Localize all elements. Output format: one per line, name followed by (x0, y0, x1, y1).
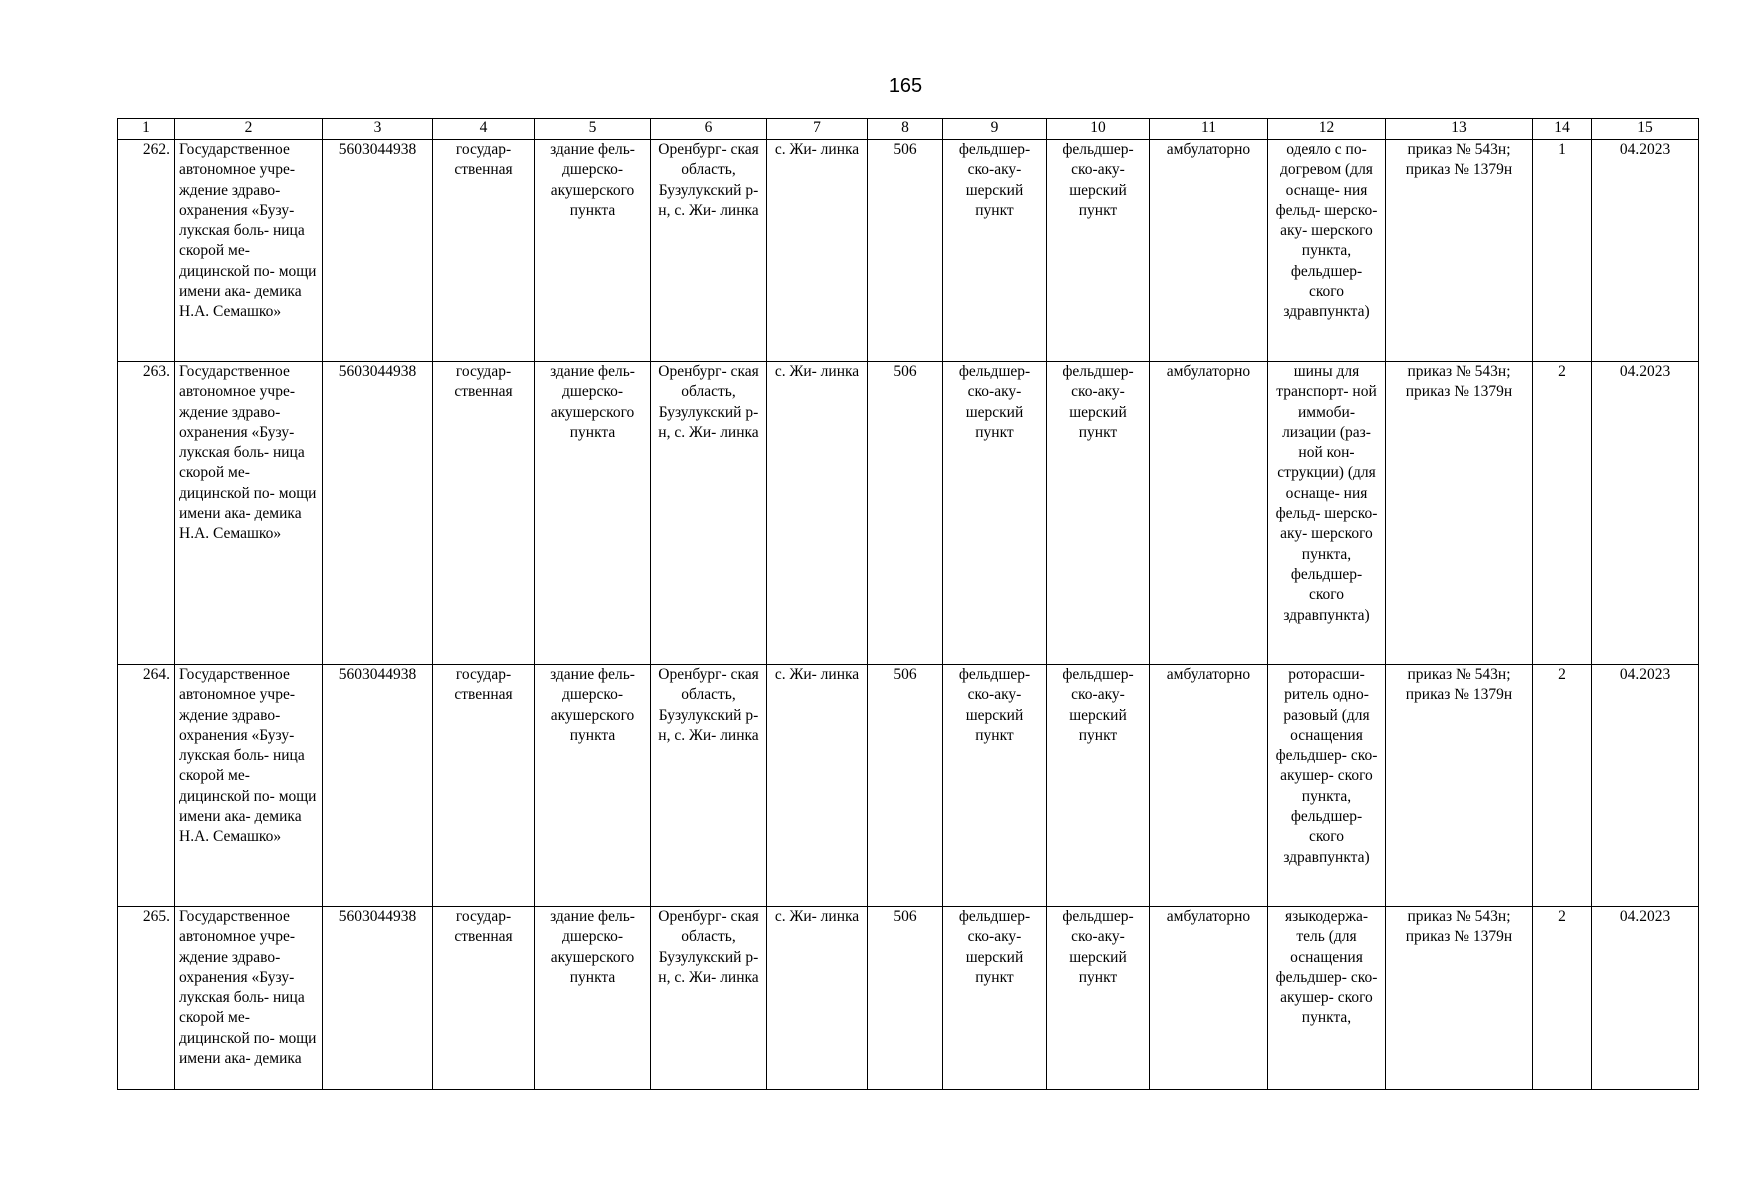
locality-cell: с. Жи- линка (767, 362, 868, 665)
ownership-cell: государ- ственная (433, 665, 535, 907)
unit-type-cell: фельдшер- ско-аку- шерский пункт (943, 362, 1047, 665)
row-number: 263. (118, 362, 175, 665)
locality-cell: с. Жи- линка (767, 907, 868, 1090)
address-cell: Оренбург- ская область, Бузулукский р-н, с. Жи- линка (651, 140, 767, 362)
quantity-cell: 2 (1533, 665, 1592, 907)
row-number: 264. (118, 665, 175, 907)
care-form-cell: амбулаторно (1150, 140, 1268, 362)
row-number: 265. (118, 907, 175, 1090)
unit-type-cell: фельдшер- ско-аку- шерский пункт (943, 140, 1047, 362)
care-form-cell: амбулаторно (1150, 362, 1268, 665)
unit-name-cell: фельдшер- ско-аку- шерский пункт (1047, 907, 1150, 1090)
unit-type-cell: фельдшер- ско-аку- шерский пункт (943, 665, 1047, 907)
quantity-cell: 2 (1533, 362, 1592, 665)
address-cell: Оренбург- ская область, Бузулукский р-н, с. Жи- линка (651, 665, 767, 907)
column-number: 13 (1386, 119, 1533, 140)
building-cell: здание фель- дшерско- акушерского пункта (535, 362, 651, 665)
basis-cell: приказ № 543н; приказ № 1379н (1386, 907, 1533, 1090)
basis-cell: приказ № 543н; приказ № 1379н (1386, 362, 1533, 665)
basis-cell: приказ № 543н; приказ № 1379н (1386, 140, 1533, 362)
unit-name-cell: фельдшер- ско-аку- шерский пункт (1047, 362, 1150, 665)
register-table (117, 118, 1699, 1090)
quantity-cell: 1 (1533, 140, 1592, 362)
inn-cell: 5603044938 (323, 362, 433, 665)
date-cell: 04.2023 (1592, 665, 1699, 907)
column-number: 6 (651, 119, 767, 140)
organization-cell: Государственное автономное учре- ждение здраво- охранения «Бузу- лукская боль- ница скорой ме- дицинской по- мощи имени ака- демика Н.А. Семашко» (175, 140, 323, 362)
column-number: 12 (1268, 119, 1386, 140)
date-cell: 04.2023 (1592, 907, 1699, 1090)
equipment-cell: шины для транспорт- ной иммоби- лизации (раз- ной кон- струкции) (для оснаще- ния фельд- шерско-аку- шерского пункта, фельдшер- ского здравпункта) (1268, 362, 1386, 665)
quantity-cell: 2 (1533, 907, 1592, 1090)
building-cell: здание фель- дшерско- акушерского пункта (535, 140, 651, 362)
code-cell: 506 (868, 907, 943, 1090)
code-cell: 506 (868, 362, 943, 665)
ownership-cell: государ- ственная (433, 362, 535, 665)
page-number: 165 (888, 75, 923, 97)
basis-cell: приказ № 543н; приказ № 1379н (1386, 665, 1533, 907)
column-number: 3 (323, 119, 433, 140)
column-number: 15 (1592, 119, 1699, 140)
care-form-cell: амбулаторно (1150, 907, 1268, 1090)
building-cell: здание фель- дшерско- акушерского пункта (535, 907, 651, 1090)
row-number: 262. (118, 140, 175, 362)
inn-cell: 5603044938 (323, 907, 433, 1090)
date-cell: 04.2023 (1592, 140, 1699, 362)
address-cell: Оренбург- ская область, Бузулукский р-н, с. Жи- линка (651, 362, 767, 665)
unit-name-cell: фельдшер- ско-аку- шерский пункт (1047, 665, 1150, 907)
table-row (118, 907, 1699, 1090)
column-number: 10 (1047, 119, 1150, 140)
unit-name-cell: фельдшер- ско-аку- шерский пункт (1047, 140, 1150, 362)
column-number: 1 (118, 119, 175, 140)
column-number: 2 (175, 119, 323, 140)
code-cell: 506 (868, 665, 943, 907)
locality-cell: с. Жи- линка (767, 140, 868, 362)
organization-cell: Государственное автономное учре- ждение здраво- охранения «Бузу- лукская боль- ница скорой ме- дицинской по- мощи имени ака- демика Н.А. Семашко» (175, 362, 323, 665)
building-cell: здание фель- дшерско- акушерского пункта (535, 665, 651, 907)
date-cell: 04.2023 (1592, 362, 1699, 665)
column-number: 14 (1533, 119, 1592, 140)
equipment-cell: роторасши- ритель одно- разовый (для оснащения фельдшер- ско-акушер- ского пункта, фельдшер- ского здравпункта) (1268, 665, 1386, 907)
organization-cell: Государственное автономное учре- ждение здраво- охранения «Бузу- лукская боль- ница скорой ме- дицинской по- мощи имени ака- демика Н.А. Семашко» (175, 665, 323, 907)
column-number-row (118, 119, 1699, 140)
column-number: 4 (433, 119, 535, 140)
table-row (118, 362, 1699, 665)
ownership-cell: государ- ственная (433, 140, 535, 362)
code-cell: 506 (868, 140, 943, 362)
equipment-cell: языкодержа- тель (для оснащения фельдшер- ско-акушер- ского пункта, (1268, 907, 1386, 1090)
column-number: 8 (868, 119, 943, 140)
column-number: 5 (535, 119, 651, 140)
table-row (118, 140, 1699, 362)
column-number: 9 (943, 119, 1047, 140)
care-form-cell: амбулаторно (1150, 665, 1268, 907)
locality-cell: с. Жи- линка (767, 665, 868, 907)
inn-cell: 5603044938 (323, 665, 433, 907)
column-number: 11 (1150, 119, 1268, 140)
ownership-cell: государ- ственная (433, 907, 535, 1090)
unit-type-cell: фельдшер- ско-аку- шерский пункт (943, 907, 1047, 1090)
table-row (118, 665, 1699, 907)
inn-cell: 5603044938 (323, 140, 433, 362)
column-number: 7 (767, 119, 868, 140)
equipment-cell: одеяло с по- догревом (для оснаще- ния фельд- шерско-аку- шерского пункта, фельдшер- ского здравпункта) (1268, 140, 1386, 362)
address-cell: Оренбург- ская область, Бузулукский р-н, с. Жи- линка (651, 907, 767, 1090)
organization-cell: Государственное автономное учре- ждение здраво- охранения «Бузу- лукская боль- ница скорой ме- дицинской по- мощи имени ака- демика (175, 907, 323, 1090)
